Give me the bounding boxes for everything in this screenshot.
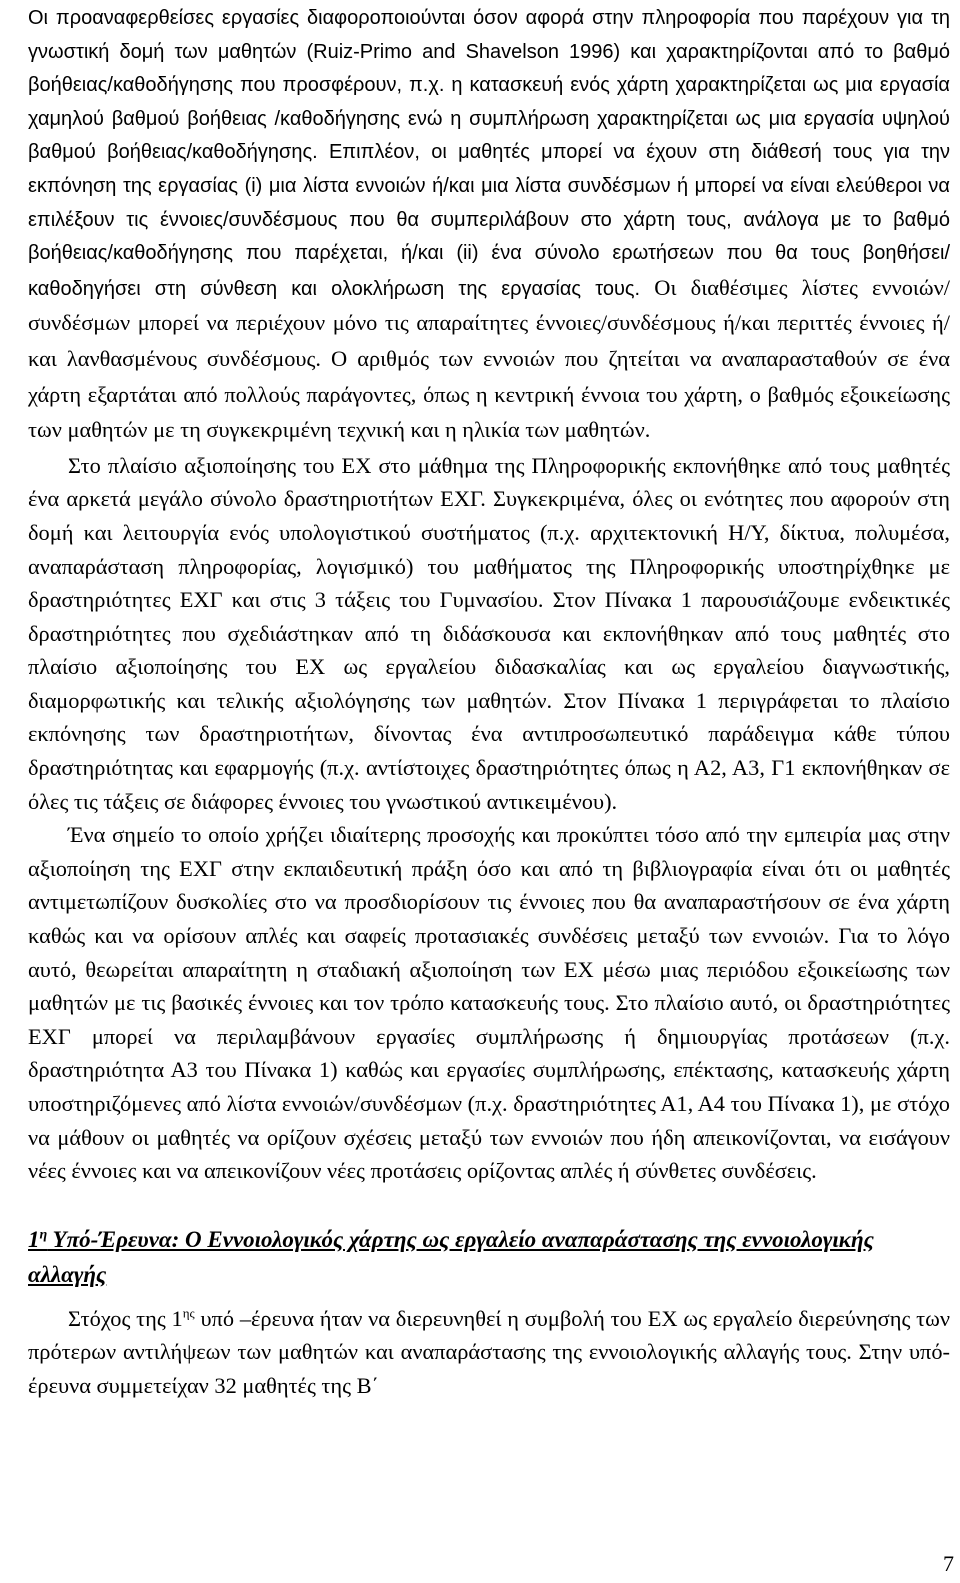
section-heading-number: 1 (28, 1226, 40, 1252)
page-number: 7 (943, 1551, 954, 1576)
section-heading (28, 1222, 950, 1292)
paragraph-subresearch-goal (28, 1302, 950, 1403)
section-heading-superscript: η (39, 1227, 48, 1243)
paragraph-subresearch-after: υπό –έρευνα ήταν να διερευνηθεί η συμβολή του ΕΧ ως εργαλείο διερεύνησης των πρότερων αντιλήψεων των μαθητών και αναπαράστασης της εννοιολογικής αλλαγής τους. Στην υπό-έρευνα συμμετείχαν 32 μαθητές της Β΄ (28, 1305, 950, 1398)
document-page (28, 2, 950, 1403)
paragraph-activities: Στο πλαίσιο αξιοποίησης του ΕΧ στο μάθημα της Πληροφορικής εκπονήθηκε από τους μαθητές ένα αρκετά μεγάλο σύνολο δραστηριοτήτων ΕΧΓ. Συγκεκριμένα, όλες οι ενότητες που αφορούν στη δομή και λειτουργία ενός υπολογιστικού συστήματος (π.χ. αρχιτεκτονική Η/Υ, δίκτυα, πολυμέσα, αναπαράσταση πληροφορίας, λογισμικό) του μαθήματος της Πληροφορικής υποστηρίχθηκε με δραστηριότητες ΕΧΓ και στις 3 τάξεις του Γυμνασίου. Στον Πίνακα 1 παρουσιάζουμε ενδεικτικές δραστηριότητες που σχεδιάστηκαν από τη διδάσκουσα και εκπονήθηκαν από τους μαθητές στο πλαίσιο αξιοποίησης του ΕΧ ως εργαλείου διδασκαλίας και ως εργαλείου διαγνωστικής, διαμορφωτικής και τελικής αξιολόγησης των μαθητών. Στον Πίνακα 1 περιγράφεται το πλαίσιο εκπόνησης των δραστηριοτήτων, δίνοντας ένα αντιπροσωπευτικό παράδειγμα κάθε τύπου δραστηριότητας και εφαρμογής (π.χ. αντίστοιχες δραστηριότητες όπως η Α2, Α3, Γ1 εκπονήθηκαν σε όλες τις τάξεις σε διάφορες έννοιες του γνωστικού αντικειμένου). (28, 452, 950, 814)
paragraph-task-types-part2: Οι διαθέσιμες λίστες εννοιών/συνδέσμων μπορεί να περιέχουν μόνο τις απαραίτητες έννοιες/συνδέσμους ή/και περιττές έννοιες ή/και λανθασμένους συνδέσμους. Ο αριθμός των εννοιών που ζητείται να αναπαρασταθούν σε ένα χάρτη εξαρτάται από πολλούς παράγοντες, όπως η κεντρική έννοια του χάρτη, ο βαθμός εξοικείωσης των μαθητών με τη συγκεκριμένη τεχνική και η ηλικία των μαθητών. (28, 274, 950, 443)
paragraph-difficulties: Ένα σημείο το οποίο χρήζει ιδιαίτερης προσοχής και προκύπτει τόσο από την εμπειρία μας στην αξιοποίηση της ΕΧΓ στην εκπαιδευτική πράξη όσο και από τη βιβλιογραφία είναι ότι οι μαθητές αντιμετωπίζουν δυσκολίες στο να προσδιορίσουν τις έννοιες που θα αναπαραστήσουν σε ένα χάρτη καθώς και να ορίσουν απλές και σαφείς προτασιακές συνδέσεις μεταξύ των εννοιών. Για το λόγο αυτό, θεωρείται απαραίτητη η σταδιακή αξιοποίηση των ΕΧ μέσω μιας περιόδου εξοικείωσης των μαθητών με τις βασικές έννοιες και τον τρόπο κατασκευής τους. Στο πλαίσιο αυτό, οι δραστηριότητες ΕΧΓ μπορεί να περιλαμβάνουν εργασίες συμπλήρωσης ή δημιουργίας προτάσεων (π.χ. δραστηριότητα Α3 του Πίνακα 1) καθώς και εργασίες συμπλήρωσης, επέκτασης, κατασκευής χάρτη υποστηριζόμενες από λίστα εννοιών/συνδέσμων (π.χ. δραστηριότητες Α1, Α4 του Πίνακα 1), με στόχο να μάθουν οι μαθητές να ορίζουν σχέσεις μεταξύ των εννοιών που ήδη απεικονίζονται, να εισάγουν νέες έννοιες και να απεικονίζουν νέες προτάσεις ορίζοντας απλές ή σύνθετες συνδέσεις. (28, 822, 950, 1184)
paragraph-subresearch-before: Στόχος της 1 (68, 1305, 183, 1331)
section-heading-text: Υπό-Έρευνα: Ο Εννοιολογικός χάρτης ως εργαλείο αναπαράστασης της εννοιολογικής αλλαγής (28, 1226, 874, 1287)
paragraph-subresearch-superscript: ης (182, 1305, 195, 1321)
paragraph-task-types (28, 2, 950, 449)
paragraph-task-types-part1: Οι προαναφερθείσες εργασίες διαφοροποιούνται όσον αφορά στην πληροφορία που παρέχουν για τη γνωστική δομή των μαθητών (Ruiz-Primo and Shavelson 1996) και χαρακτηρίζονται από το βαθμό βοήθειας/καθοδήγησης που προσφέρουν, π.χ. η κατασκευή ενός χάρτη χαρακτηρίζεται ως μια εργασία χαμηλού βαθμού βοήθειας /καθοδήγησης ενώ η συμπλήρωση χαρακτηρίζεται ως μια εργασία υψηλού βαθμού βοήθειας/καθοδήγησης. Επιπλέον, οι μαθητές μπορεί να έχουν στη διάθεσή τους για την εκπόνηση της εργασίας (i) μια λίστα εννοιών ή/και μια λίστα συνδέσμων ή μπορεί να είναι ελεύθεροι να επιλέξουν τις έννοιες/συνδέσμους που θα συμπεριλάβουν στο χάρτη τους, ανάλογα με το βαθμό βοήθειας/καθοδήγησης που παρέχεται, ή/και (ii) ένα σύνολο ερωτήσεων που θα τους βοηθήσει/καθοδηγήσει στη σύνθεση και ολοκλήρωση της εργασίας τους. (28, 7, 950, 300)
